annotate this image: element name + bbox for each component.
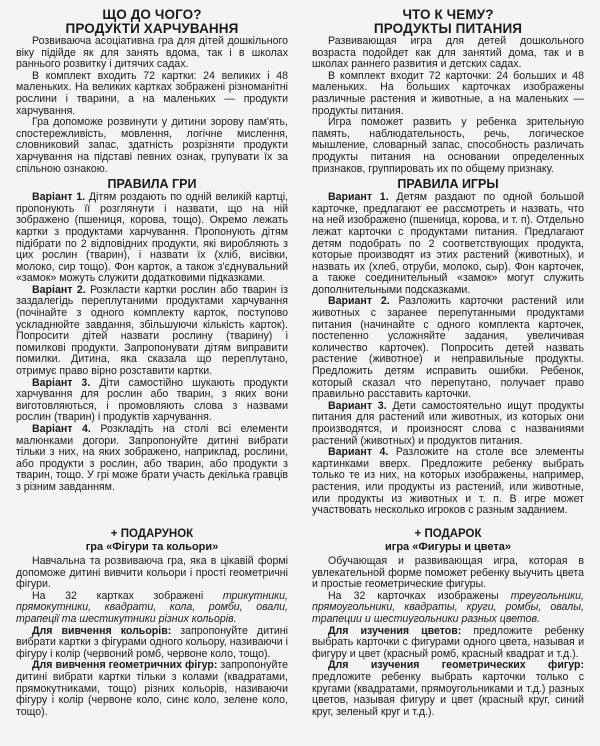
ua-variant-1 [16, 192, 288, 285]
ru-gift-title [312, 528, 584, 541]
ua-gift-colors-text: запропонуйте дитині вибрати картки з фігурами одного кольору, називаючи і фігуру і колір (червоний ромб, червоне коло, тощо). [16, 624, 288, 660]
ru-gift-section [312, 528, 584, 718]
ua-variant-4-label: Варіант 4. [32, 423, 91, 435]
ru-gift-para-2-shapes: треугольники, прямоугольники, квадраты, круги, ромбы, овалы, трапеции и шестиугольники разных цветов. [312, 589, 584, 625]
ru-variant-2-label: Вариант 2. [328, 295, 390, 308]
ru-gift-shapes-text: предложите ребенку выбрать карточки только с кругами (квадратами, прямоугольниками и т.д.) разных цветов, называя фигуру и цвет (красный круг, синий круг, зеленый круг и т.д.). [312, 670, 584, 718]
ua-gift-section [16, 528, 288, 718]
ua-variant-4-text: Розкладіть на столі всі елементи малюнками догори. Запропонуйте дитині вибрати тільки з них, на яких зображено, наприклад, рослини, або продукти з рослин, або тварин, або продукти з тварин, тощо. У грі може брати участь декілька гравців з різним завданням. [16, 423, 288, 493]
ua-variant-1-label: Варіант 1. [32, 191, 86, 204]
russian-column [312, 8, 584, 517]
ru-gift-para-2 [312, 591, 584, 626]
ua-gift-subtitle: гра «Фігури та кольори» [85, 541, 219, 553]
ru-variant-2 [312, 296, 584, 400]
ua-gift-shapes-label: Для вивчення геометричних фігур: [32, 659, 218, 672]
ua-variant-3-text: Діти самостійно шукають продукти харчування для рослин або тварин, з яких вони виготовляються, і промовляють слова з назвами рослин (тварин) і продуктів харчування. [16, 376, 288, 424]
ru-gift-shapes-label: Для изучения геометрических фигур: [328, 659, 584, 672]
ua-intro-3: Гра допоможе розвинути у дитини зорову пам'ять, спостережливість, мовлення, логічне мислення, словниковий запас, здатність розрізняти продукти харчування на підставі певних ознак, групувати їх за спільною ознакою. [16, 116, 288, 175]
ru-rules-title: ПРАВИЛА ИГРЫ [397, 177, 499, 192]
ru-gift-title-text: ПОДАРОК [424, 528, 482, 540]
ua-gift-para-2-shapes: трикутники, прямокутники, квадрати, кола, ромби, овали, трапеції та шестикутники різних кольорів. [16, 589, 288, 625]
ukrainian-column [16, 8, 288, 494]
ua-variant-1-text: Дітям роздають по одній великій картці, пропонують її розглянути і назвати, що на ній зображено (пшениця, корова, тощо). Окремо лежать картки з продуктами харчування. Пропонують дітям підібрати по 2 відповідних продукти, які виробляють з цих рослин (тварин), і назвати їх (хліб, висівки, молоко, сир тощо). Фон карток, а також з'єднувальний «замок» можуть служити додатковими підказками. [16, 191, 288, 285]
ua-variant-2-text: Розкласти картки рослин або тварин із заздалегідь переплутаними продуктами харчування (почінайте з одного комплекту карток, поступово ускладнюйте завдання, збільшуючи кількість карток). Попросити дітей назвати рослину (тварину) і помилкові продукти. Запропонувати дітям виправити помилки. Дитина, яка сказала що переплутано, отримує право вірно розставити картки. [16, 283, 288, 378]
ua-gift-colors-label: Для вивчення кольорів: [32, 624, 172, 637]
ua-gift-para-2 [16, 591, 288, 626]
ru-gift-para-2-lead: На 32 карточках изображены [328, 589, 511, 602]
ua-gift-title [16, 528, 288, 541]
ua-gift-shapes-text: запропонуйте дитині вибрати картки тільки з колами (квадратами, прямокутниками, тощо) різних кольорів, називаючи фігуру і колір (червоне коло, синє коло, зелене коло, тощо). [16, 659, 288, 718]
ua-gift-para-2-lead: На 32 картках зображені [32, 589, 223, 602]
ru-variant-2-text: Разложить карточки растений или животных с заранее перепутанными продуктами питания (начинайте с одного комплекта карточек, постепенно усложняйте задания, увеличивая количество карточек). Попросить детей назвать растение (животное) и неправильные продукты. Предложить детям исправить ошибки. Ребенок, который сказал что перепутано, получает право правильно расставить карточки. [312, 295, 584, 401]
ua-gift-plus: + [110, 528, 121, 540]
ua-subtitle: ПРОДУКТИ ХАРЧУВАННЯ [65, 21, 239, 36]
ru-variant-1 [312, 192, 584, 296]
ua-variant-2 [16, 285, 288, 378]
ru-variant-4 [312, 447, 584, 517]
ua-variant-3-label: Варіант 3. [32, 376, 91, 389]
ru-gift-subtitle: игра «Фигуры и цвета» [384, 541, 512, 553]
ru-intro-1: Развивающая игра для детей дошкольного возраста подойдет как для занятий дома, так и в школах раннего развития и детских садах. [312, 35, 584, 71]
ru-gift-para-4 [312, 660, 584, 718]
ru-gift-para-3 [312, 626, 584, 661]
ru-variant-4-text: Разложите на столе все элементы картинками вверх. Предложите ребенку выбрать только те из них, на которых изображены, например, растения, или продукты из растений, или животные, или продукты из животных и т. п. В игре может участвовать несколько игроков с разным заданием. [312, 446, 584, 517]
ua-variant-2-label: Варіант 2. [32, 283, 86, 296]
ua-title: ЩО ДО ЧОГО? [102, 7, 202, 22]
ru-variant-3 [312, 401, 584, 447]
ru-title: ЧТО К ЧЕМУ? [402, 7, 494, 22]
ua-variant-3 [16, 378, 288, 424]
ua-rules-title: ПРАВИЛА ГРИ [107, 177, 197, 192]
ru-variant-1-label: Вариант 1. [328, 191, 389, 204]
ru-gift-colors-label: Для изучения цветов: [328, 624, 462, 637]
ua-gift-para-3 [16, 626, 288, 661]
ua-gift-para-1: Навчальна та розвиваюча гра, яка в цікавій формі допоможе дитині вивчити кольори і прості геометричні фігури. [16, 555, 288, 591]
ru-intro-2: В комплект входит 72 карточки: 24 больших и 48 маленьких. На больших карточках изображены различные растения и животные, а на маленьких — продукты питания. [312, 69, 584, 117]
ua-gift-para-4 [16, 660, 288, 718]
ru-variant-3-label: Вариант 3. [328, 399, 387, 412]
ru-variant-1-text: Детям раздают по одной большой карточке, предлагают ее рассмотреть и назвать, что на ней изображено (пшеница, корова, и т. п). Отдельно лежат карточки с продуктами питания. Предлагают детям подобрать по 2 соответствующих продукта, которые производят из этих растений (животных), и назвать их (хлеб, отруби, молоко, сыр). Фон карточек, а также соединительный «замок» могут служить дополнительными подсказками. [312, 191, 584, 296]
ru-variant-4-label: Вариант 4. [328, 446, 389, 459]
ru-gift-colors-text: предложите ребенку выбрать карточки с фигурами одного цвета, называя и фигуру и цвет (красный ромб, красный квадрат и т.д.). [312, 624, 584, 660]
ru-intro-3: Игра поможет развить у ребенка зрительную память, наблюдательность, речь, логическое мышление, словарный запас, способность различать продукты питания на основании определенных признаков, группировать их по общему признаку. [312, 116, 584, 175]
ru-gift-plus: + [414, 528, 425, 540]
ua-variant-4 [16, 424, 288, 494]
ua-intro-1: Розвиваюча асоціативна гра для дітей дошкільного віку підійде як для занять вдома, так і в школах раннього розвитку і дитячих садах. [16, 35, 288, 71]
ru-variant-3-text: Дети самостоятельно ищут продукты питания для растений или животных, из которых они производятся, и произносят слова с названиями растений (животных) и продуктов питания. [312, 399, 584, 447]
ru-subtitle: ПРОДУКТЫ ПИТАНИЯ [373, 21, 523, 36]
ua-intro-2: В комплект входить 72 картки: 24 великих і 48 маленьких. На великих картках зображені різноманітні рослини і тварини, а на маленьких — продукти харчування. [16, 69, 288, 117]
ua-gift-title-text: ПОДАРУНОК [120, 528, 194, 540]
ru-gift-para-1: Обучающая и развивающая игра, которая в увлекательной форме поможет ребенку выучить цвета и простые геометрические фигуры. [312, 555, 584, 591]
